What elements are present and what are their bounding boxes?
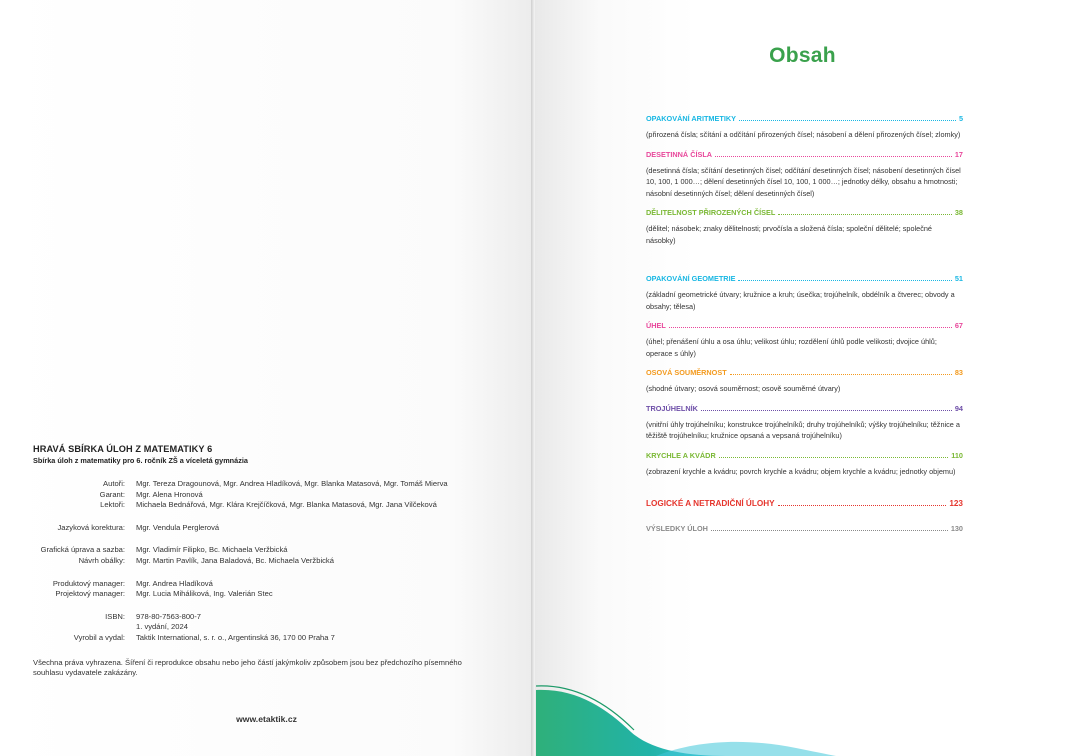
credit-label: Vyrobil a vydal:	[73, 632, 125, 642]
credit-row	[33, 490, 503, 501]
credit-label: Jazyková korektura:	[57, 522, 125, 532]
toc-entry-description: (základní geometrické útvary; kružnice a kruh; úsečka; trojúhelník, obdélník a čtverec; obvody a obsahy; tělesa)	[646, 290, 955, 311]
toc-entry[interactable]	[646, 368, 963, 395]
credits-list	[33, 479, 503, 644]
credit-value: Taktik International, s. r. o., Argentinská 36, 170 00 Praha 7	[136, 632, 335, 642]
credit-value: Mgr. Alena Hronová	[136, 489, 203, 499]
credit-value: Mgr. Tereza Dragounová, Mgr. Andrea Hladíková, Mgr. Blanka Matasová, Mgr. Tomáš Mierva	[136, 479, 448, 488]
credit-value: Mgr. Lucia Miháliková, Ing. Valerián Stec	[136, 589, 273, 599]
toc-entry-page: 67	[954, 321, 963, 330]
credit-value: Michaela Bednářová, Mgr. Klára Krejčíčková, Mgr. Blanka Matasová, Mgr. Jana Vilčeková	[136, 500, 437, 510]
credit-label: Projektový manager:	[55, 589, 125, 599]
dot-leader	[778, 500, 947, 506]
toc-entry-heading[interactable]	[646, 499, 963, 509]
toc-entry-description: (shodné útvary; osová souměrnost; osově souměrné útvary)	[646, 384, 841, 393]
credit-row	[33, 545, 503, 556]
toc-entry-heading[interactable]	[646, 451, 963, 461]
toc-entry-title: DESETINNÁ ČÍSLA	[646, 149, 713, 159]
toc-entry-heading[interactable]	[646, 404, 963, 414]
toc-entry[interactable]	[646, 274, 963, 312]
credit-row	[33, 589, 503, 600]
toc-entry-title: TROJÚHELNÍK	[646, 403, 698, 413]
toc-entry-description: (dělitel; násobek; znaky dělitelnosti; prvočísla a složená čísla; společní dělitelé; společné násobky)	[646, 224, 932, 245]
dot-leader	[778, 209, 952, 215]
credit-row	[33, 579, 503, 590]
dot-leader	[738, 275, 951, 281]
table-of-contents	[646, 114, 963, 534]
dot-leader	[719, 452, 948, 458]
toc-entry-heading[interactable]	[646, 150, 963, 160]
toc-entry-title: KRYCHLE A KVÁDR	[646, 450, 716, 460]
dot-leader	[669, 322, 952, 328]
toc-entry-title: LOGICKÉ A NETRADIČNÍ ÚLOHY	[646, 499, 775, 508]
toc-entry-title: VÝSLEDKY ÚLOH	[646, 524, 708, 533]
credit-value: 978-80-7563-800-7	[136, 611, 202, 621]
credit-label: Garant:	[99, 489, 125, 499]
toc-entry-heading[interactable]	[646, 321, 963, 331]
toc-entry[interactable]	[646, 404, 963, 442]
colophon	[33, 443, 503, 679]
credit-label: Návrh obálky:	[78, 555, 125, 565]
toc-entry-title: OPAKOVÁNÍ ARITMETIKY	[646, 114, 736, 123]
toc-title: Obsah	[769, 44, 836, 67]
dot-leader	[730, 369, 952, 375]
credit-row	[33, 633, 503, 644]
decorative-wave	[536, 668, 836, 756]
website-link[interactable]: www.etaktik.cz	[236, 714, 297, 724]
credit-value: Mgr. Vladimír Filipko, Bc. Michaela Veržbická	[136, 545, 288, 555]
toc-entry-page: 38	[954, 208, 963, 217]
toc-entry[interactable]	[646, 208, 963, 246]
credit-row	[33, 479, 503, 490]
credit-label: Autoři:	[103, 479, 125, 488]
toc-entry-page: 123	[949, 499, 963, 508]
toc-entry-description: (vnitřní úhly trojúhelníku; konstrukce trojúhelníků; druhy trojúhelníků; výšky trojúhelníku; těžnice a těžiště trojúhelníku; kružnice opsaná a vepsaná trojúhelníku)	[646, 419, 960, 440]
credit-value: Mgr. Andrea Hladíková	[136, 578, 213, 588]
toc-entry-heading[interactable]	[646, 368, 963, 378]
toc-entry-page: 83	[954, 368, 963, 377]
credit-label: ISBN:	[105, 611, 125, 621]
toc-entry-heading[interactable]	[646, 208, 963, 218]
toc-entry-page: 5	[958, 114, 963, 123]
book-subtitle: Sbírka úloh z matematiky pro 6. ročník ZŠ a víceletá gymnázia	[33, 456, 248, 465]
dot-leader	[715, 151, 952, 157]
toc-entry-heading[interactable]	[646, 274, 963, 284]
toc-entry-page: 51	[954, 274, 963, 283]
credit-value: 1. vydání, 2024	[136, 622, 188, 632]
toc-entry[interactable]	[646, 114, 963, 141]
toc-entry[interactable]	[646, 499, 963, 509]
dot-leader	[739, 115, 956, 121]
credit-row	[33, 500, 503, 511]
right-page	[536, 0, 1069, 756]
toc-entry-page: 17	[954, 149, 963, 159]
credit-label	[33, 622, 136, 633]
toc-entry-title: ÚHEL	[646, 321, 666, 330]
toc-entry[interactable]	[646, 451, 963, 478]
toc-entry-title: OPAKOVÁNÍ GEOMETRIE	[646, 274, 736, 283]
left-page	[0, 0, 533, 756]
credit-row	[33, 523, 503, 534]
toc-entry-page: 130	[950, 524, 963, 533]
toc-entry-description: (úhel; přenášení úhlu a osa úhlu; velikost úhlu; rozdělení úhlů podle velikosti; dvojice úhlů; operace s úhly)	[646, 337, 937, 358]
credit-value: Mgr. Vendula Perglerová	[136, 522, 220, 532]
dot-leader	[701, 405, 952, 411]
toc-entry-description: (desetinná čísla; sčítání desetinných čísel; odčítání desetinných čísel; násobení desetinných čísel 10, 100, 1 000…; dělení desetinných čísel 10, 100, 1 000…; jednotky délky, obsahu a hmotnosti; násobní desetinných čísel; dělení desetinných čísel)	[646, 165, 961, 198]
toc-entry-page: 94	[954, 403, 963, 413]
toc-entry[interactable]	[646, 321, 963, 359]
credit-label: Lektoři:	[100, 500, 125, 510]
toc-entry-heading[interactable]	[646, 524, 963, 534]
credit-label: Grafická úprava a sazba:	[40, 545, 125, 555]
credit-value: Mgr. Martin Pavlík, Jana Baladová, Bc. Michaela Veržbická	[136, 555, 334, 565]
credit-row	[33, 556, 503, 567]
toc-entry[interactable]	[646, 524, 963, 534]
toc-entry-title: DĚLITELNOST PŘIROZENÝCH ČÍSEL	[646, 208, 776, 217]
toc-entry-title: OSOVÁ SOUMĚRNOST	[646, 368, 727, 377]
credit-row	[33, 612, 503, 623]
dot-leader	[711, 525, 948, 531]
book-title: HRAVÁ SBÍRKA ÚLOH Z MATEMATIKY 6	[33, 444, 213, 454]
toc-entry-description: (přirozená čísla; sčítání a odčítání přirozených čísel; násobení a dělení přirozených čísel; zlomky)	[646, 130, 961, 139]
toc-entry-description: (zobrazení krychle a kvádru; povrch krychle a kvádru; objem krychle a kvádru; jednotky objemu)	[646, 466, 956, 476]
toc-entry-heading[interactable]	[646, 114, 963, 124]
toc-entry-page: 110	[951, 450, 963, 460]
toc-entry[interactable]	[646, 150, 963, 200]
credit-row	[33, 622, 503, 633]
credit-label: Produktový manager:	[52, 578, 125, 588]
rights-notice: Všechna práva vyhrazena. Šíření či reprodukce obsahu nebo jeho částí jakýmkoliv způsobem jsou bez předchozího písemného souhlasu vydavatele zakázány.	[33, 657, 462, 678]
